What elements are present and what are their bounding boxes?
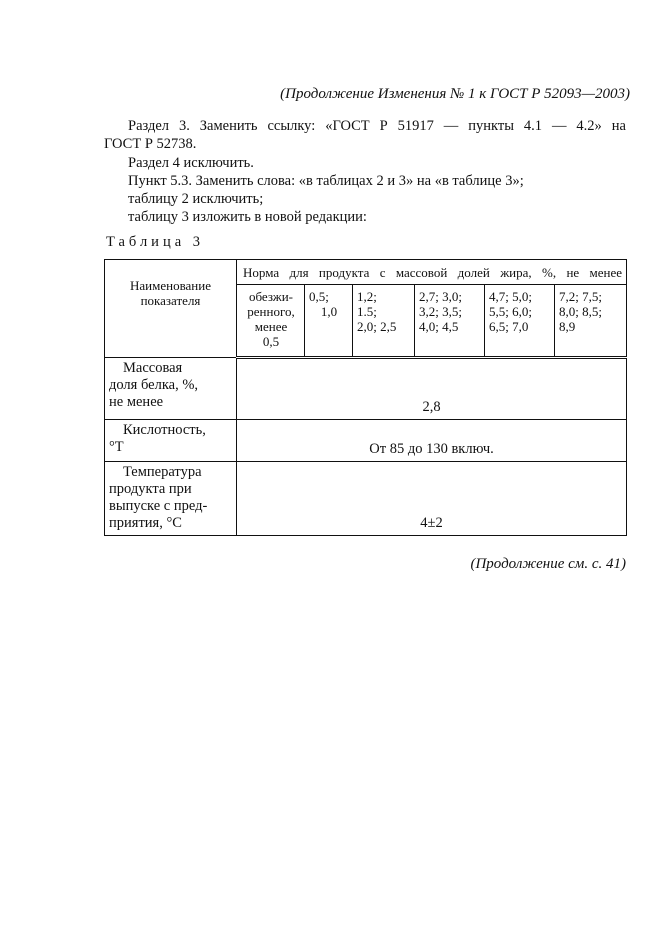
word: 4.2»: [576, 118, 602, 134]
subheader-line: обезжи-: [248, 289, 294, 304]
table-row: [105, 358, 627, 420]
row-value: 4±2: [237, 462, 627, 536]
table-title: Таблица 3: [106, 234, 205, 250]
subheader-line: 6,5; 7,0: [489, 319, 529, 334]
row-label-line: не менее: [109, 394, 164, 410]
column-header-indicator-line1: Наименование: [130, 278, 211, 293]
subheader-line: 1,2;: [357, 289, 377, 304]
row-label-line: продукта при: [109, 481, 192, 497]
column-header-indicator-line2: показателя: [140, 293, 201, 308]
word: «ГОСТ: [325, 118, 370, 134]
continuation-footer: (Продолжение см. с. 41): [470, 556, 626, 572]
row-value: 2,8: [237, 358, 627, 420]
row-label-line: выпуске с пред-: [109, 498, 208, 514]
row-label-line: Кислотность,: [123, 422, 206, 438]
subheader-line: 2,0; 2,5: [357, 319, 397, 334]
word: ссылку:: [267, 118, 316, 134]
paragraph-section3: [128, 118, 626, 135]
subheader-line: менее: [254, 319, 288, 334]
subheader-line: 8,9: [559, 319, 576, 334]
word: Раздел: [128, 118, 170, 134]
row-label-line: Массовая: [123, 360, 183, 376]
paragraph-table2-remove: таблицу 2 исключить;: [128, 191, 264, 207]
subheader-line: 0,5: [262, 334, 280, 349]
word: —: [551, 118, 567, 134]
row-value: От 85 до 130 включ.: [237, 420, 627, 462]
subheader-fat-range-1: [237, 285, 305, 358]
table-row: [105, 462, 627, 536]
subheader-fat-range-6: [555, 285, 627, 358]
column-header-norm: Норма для продукта с массовой долей жира, %, не менее: [237, 260, 627, 285]
row-label-line: доля белка, %,: [109, 377, 199, 393]
table-row: [105, 420, 627, 462]
word: 51917: [397, 118, 434, 134]
subheader-line: 3,2; 3,5;: [419, 304, 462, 319]
subheader-fat-range-3: [353, 285, 415, 358]
paragraph-table3-new: таблицу 3 изложить в новой редакции:: [128, 209, 367, 225]
row-label: [105, 420, 237, 462]
word: 3.: [178, 118, 190, 134]
word: на: [611, 118, 626, 134]
subheader-fat-range-2: [305, 285, 353, 358]
paragraph-section4: Раздел 4 исключить.: [128, 155, 254, 171]
word: пункты: [468, 118, 514, 134]
continuation-header: (Продолжение Изменения № 1 к ГОСТ Р 52093—2003): [280, 86, 630, 102]
subheader-line: 1,0: [320, 304, 338, 319]
column-header-indicator: [105, 260, 237, 358]
subheader-fat-range-5: [485, 285, 555, 358]
word: —: [443, 118, 459, 134]
word: Заменить: [199, 118, 258, 134]
subheader-line: 5,5; 6,0;: [489, 304, 532, 319]
paragraph-section3-continuation: ГОСТ Р 52738.: [104, 136, 197, 152]
subheader-line: 8,0; 8,5;: [559, 304, 602, 319]
row-label-line: приятия, °С: [109, 515, 182, 531]
row-label-line: °Т: [109, 439, 124, 455]
subheader-line: 4,0; 4,5: [419, 319, 459, 334]
subheader-line: 2,7; 3,0;: [419, 289, 462, 304]
subheader-line: 1.5;: [357, 304, 377, 319]
subheader-line: ренного,: [247, 304, 295, 319]
row-label-line: Температура: [123, 464, 202, 480]
word: Р: [379, 118, 388, 134]
subheader-line: 4,7; 5,0;: [489, 289, 532, 304]
table-3: [104, 259, 627, 536]
subheader-line: 7,2; 7,5;: [559, 289, 602, 304]
row-label: [105, 462, 237, 536]
paragraph-item-5-3: Пункт 5.3. Заменить слова: «в таблицах 2 и 3» на «в таблице 3»;: [128, 173, 524, 189]
row-label: [105, 358, 237, 420]
subheader-line: 0,5;: [309, 289, 329, 304]
word: 4.1: [523, 118, 542, 134]
subheader-fat-range-4: [415, 285, 485, 358]
